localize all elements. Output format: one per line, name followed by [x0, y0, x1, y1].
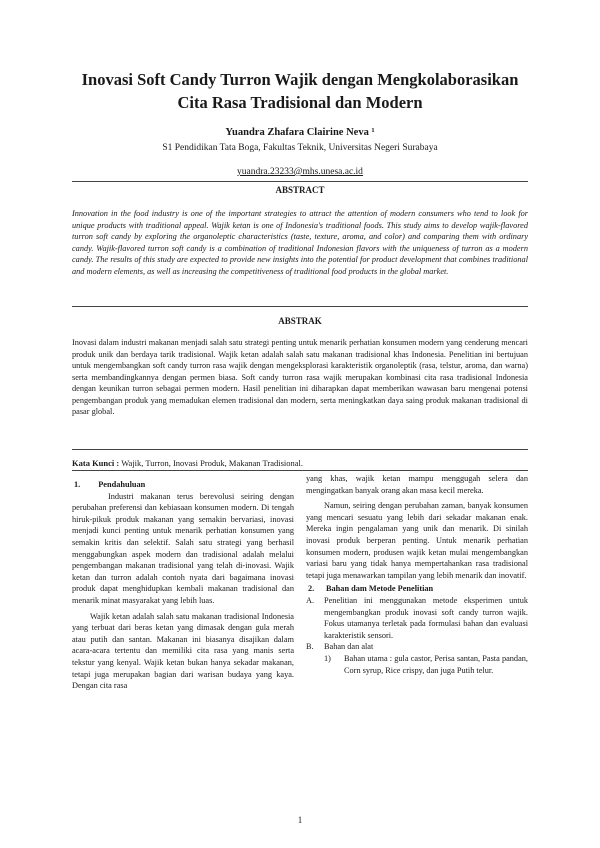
divider-keywords-top	[72, 449, 528, 450]
section-1-heading	[72, 479, 294, 491]
paper-title-line-1: Inovasi Soft Candy Turron Wajik dengan Mengkolaborasikan	[81, 70, 519, 89]
keywords-label: Kata Kunci :	[72, 458, 120, 468]
intro-paragraph-2-continued: yang khas, wajik ketan mampu menggugah selera dan mengingatkan banyak orang akan masa kecil mereka.	[306, 474, 528, 495]
keywords	[72, 458, 528, 468]
paper-title-line-2: Cita Rasa Tradisional dan Modern	[177, 93, 423, 112]
intro-paragraph-3: Namun, seiring dengan perubahan zaman, banyak konsumen yang mencari sesuatu yang lebih dari sekadar makanan enak. Mereka ingin pengalaman yang unik dan menarik. Di sinilah inovasi produk berperan penting. Untuk menarik perhatian konsumen modern, produsen wajik ketan mulai mengembangkan variasi baru yang tidak hanya mempertahankan rasa tradisional tetapi juga menawarkan tampilan yang lebih menarik dan inovatif.	[306, 501, 528, 580]
method-item-1-text: Bahan utama : gula castor, Perisa santan, Pasta pandan, Corn syrup, Rice crispy, dan juga Putih telur.	[344, 653, 528, 675]
page-number: 1	[297, 815, 303, 825]
method-item-a	[306, 595, 528, 641]
method-item-1-label: 1)	[324, 653, 331, 663]
divider-keywords-bottom	[72, 470, 528, 471]
section-2-number: 2.	[308, 584, 315, 594]
method-item-b-text: Bahan dan alat	[324, 642, 374, 652]
abstract-en-text: Innovation in the food industry is one of the important strategies to attract the attention of modern consumers who tend to look for unique products with traditional appeal. Wajik ketan is one of Indonesia's traditional foods. This study aims to develop wajik-flavored turron soft candy by exploring the organoleptic characteristics (taste, texture, aroma, and color) and comparing them with ordinary candy. Wajik-flavored turron soft candy is a combination of traditional Indonesian flavors with the uniqueness of turron as a modern candy. The results of this study are expected to provide new insights into the potential for product development that combines traditional and modern elements, as well as increasing the competitiveness of traditional food products in the global market.	[72, 209, 528, 276]
paper-title	[40, 68, 560, 114]
author-email[interactable]: yuandra.23233@mhs.unesa.ac.id	[237, 167, 363, 177]
method-item-b	[306, 641, 528, 653]
left-column	[72, 479, 294, 692]
divider-top	[72, 181, 528, 182]
section-1-number: 1.	[74, 480, 81, 489]
abstract-en-heading: ABSTRACT	[275, 185, 325, 195]
intro-paragraph-2: Wajik ketan adalah salah satu makanan tradisional Indonesia yang terbuat dari beras ketan yang dimasak dengan gula merah atau putih dan santan. Makanan ini biasanya disajikan dalam acara-acara tertentu dan memiliki cita rasa yang manis serta tekstur yang kenyal. Wajik ketan bukan hanya sekadar makanan, tetapi juga merupakan bagian dari warisan budaya yang kaya. Dengan cita rasa	[72, 611, 294, 691]
author-name: Yuandra Zhafara Clairine Neva ¹	[225, 127, 375, 138]
divider-middle	[72, 306, 528, 307]
method-item-1	[306, 653, 528, 676]
section-2-title: Bahan dam Metode Penelitian	[326, 584, 434, 594]
author-affiliation: S1 Pendidikan Tata Boga, Fakultas Teknik, Universitas Negeri Surabaya	[162, 143, 438, 153]
section-2-heading	[306, 583, 528, 595]
abstract-id-heading: ABSTRAK	[278, 316, 322, 326]
method-item-b-label: B.	[306, 642, 314, 652]
right-column	[306, 473, 528, 676]
keywords-text: Wajik, Turron, Inovasi Produk, Makanan Tradisional.	[119, 458, 304, 468]
method-item-a-text: Penelitian ini menggunakan metode eksperimen untuk mengembangkan produk inovasi soft candy turron wajik. Fokus utamanya terletak pada formulasi bahan dan evaluasi karakteristik sensori.	[324, 595, 528, 640]
intro-paragraph-1: Industri makanan terus berevolusi seiring dengan perubahan preferensi dan kebiasaan konsumen modern. Di tengah hiruk-pikuk produk makanan yang semakin bervariasi, inovasi menjadi kunci penting untuk menarik perhatian konsumen yang semakin kritis dan selektif. Salah satu strategi yang berhasil menggabungkan aspek modern dan tradisional adalah melalui pengembangan makanan tradisional yang telah di-inovasi. Wajik ketan dan turron adalah contoh nyata dari bagaimana inovasi produk dapat menghidupkan kembali makanan tradisional dan menarik minat masyarakat yang lebih luas.	[72, 491, 294, 605]
abstract-id-text: Inovasi dalam industri makanan menjadi salah satu strategi penting untuk menarik perhatian konsumen modern yang cenderung mencari produk unik dan berdaya tarik tradisional. Wajik ketan adalah salah satu makanan tradisional khas Indonesia. Penelitian ini bertujuan untuk mengembangkan soft candy turron rasa wajik dengan mengeksplorasi karakteristik organoleptik (rasa, telstur, aroma, dan warna) serta membandingkannya dengan permen biasa. Soft candy turron rasa wajik merupakan kombinasi cita rasa tradisional Indonesia dengan keunikan turron sebagai permen modern. Hasil penelitian ini diharapkan dapat memberikan wawasan baru mengenai potensi pengembangan produk yang memadukan elemen tradisional dan modern, serta meningkatkan daya saing produk makanan tradisional di pasar global.	[72, 338, 528, 416]
section-1-title: Pendahuluan	[98, 480, 146, 489]
method-item-a-label: A.	[306, 595, 315, 605]
